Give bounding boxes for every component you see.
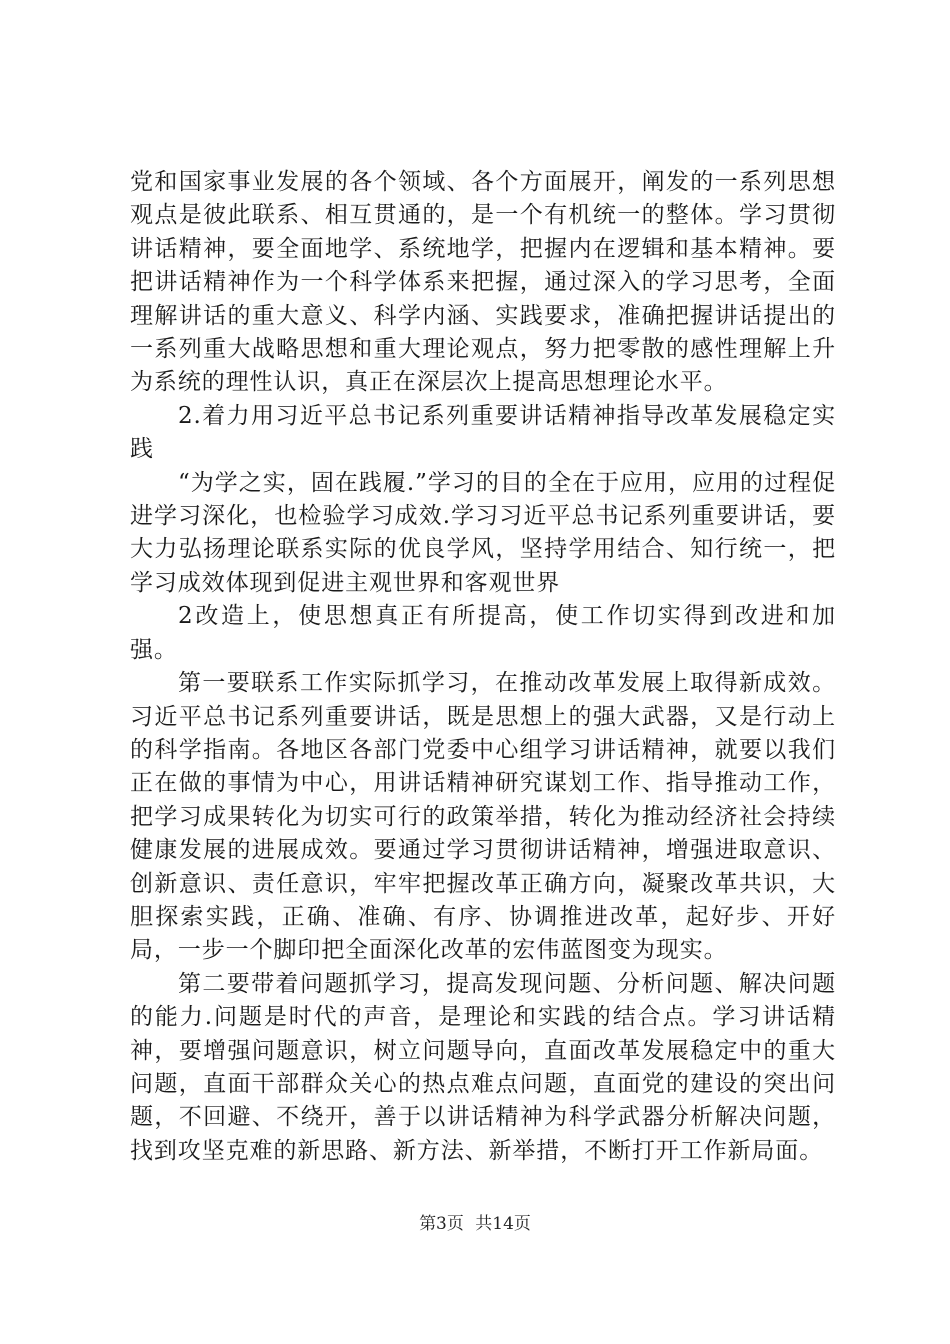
paragraph-quote: “为学之实，固在践履.”学习的目的全在于应用，应用的过程促进学习深化，也检验学习成效.学习习近平总书记系列重要讲话，要大力弘扬理论联系实际的优良学风，坚持学用结合、知行统一，把学习成效体现到促进主观世界和客观世界 xyxy=(130,469,836,596)
paragraph-second-point: 第二要带着问题抓学习，提高发现问题、分析问题、解决问题的能力.问题是时代的声音，是理论和实践的结合点。学习讲话精神，要增强问题意识，树立问题导向，直面改革发展稳定中的重大问题，直面干部群众关心的热点难点问题，直面党的建设的突出问题，不回避、不绕开，善于以讲话精神为科学武器分析解决问题，找到攻坚克难的新思路、新方法、新举措，不断打开工作新局面。 xyxy=(130,970,836,1164)
section-heading: 2.着力用习近平总书记系列重要讲话精神指导改革发展稳定实践 xyxy=(130,402,836,463)
page-number: 第3页 xyxy=(419,1214,464,1234)
document-body xyxy=(130,166,836,1168)
paragraph-fragment: 2改造上，使思想真正有所提高，使工作切实得到改进和加强。 xyxy=(130,603,836,663)
page-total: 共14页 xyxy=(475,1214,531,1234)
paragraph-continuation: 党和国家事业发展的各个领域、各个方面展开，阐发的一系列思想观点是彼此联系、相互贯通的，是一个有机统一的整体。学习贯彻讲话精神，要全面地学、系统地学，把握内在逻辑和基本精神。要把讲话精神作为一个科学体系来把握，通过深入的学习思考，全面理解讲话的重大意义、科学内涵、实践要求，准确把握讲话提出的一系列重大战略思想和重大理论观点，努力把零散的感性理解上升为系统的理性认识，真正在深层次上提高思想理论水平。 xyxy=(130,169,836,396)
paragraph-first-point: 第一要联系工作实际抓学习，在推动改革发展上取得新成效。习近平总书记系列重要讲话，既是思想上的强大武器，又是行动上的科学指南。各地区各部门党委中心组学习讲话精神，就要以我们正在做的事情为中心，用讲话精神研究谋划工作、指导推动工作，把学习成果转化为切实可行的政策举措，转化为推动经济社会持续健康发展的进展成效。要通过学习贯彻讲话精神，增强进取意识、创新意识、责任意识，牢牢把握改革正确方向，凝聚改革共识，大胆探索实践，正确、准确、有序、协调推进改革，起好步、开好局，一步一个脚印把全面深化改革的宏伟蓝图变为现实。 xyxy=(130,670,836,964)
page-footer xyxy=(0,1213,950,1235)
